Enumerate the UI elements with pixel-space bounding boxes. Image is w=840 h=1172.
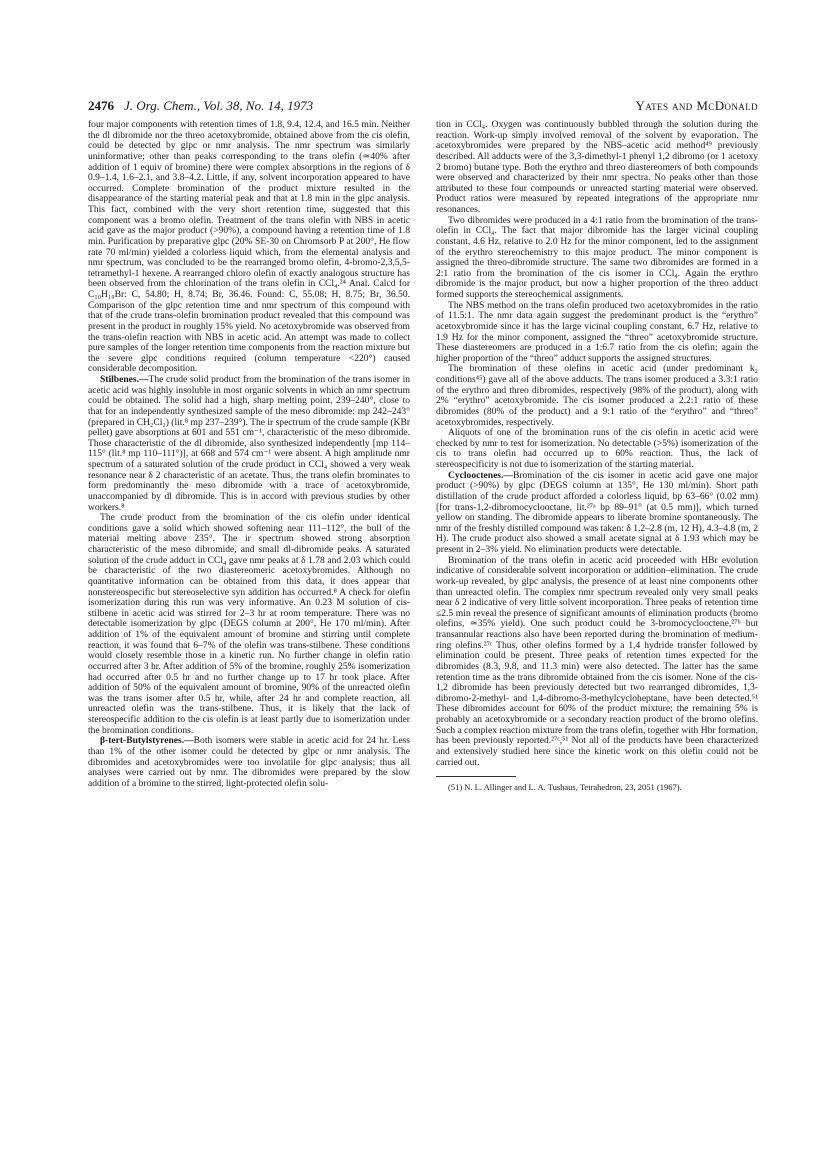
footnote: (51) N. L. Allinger and L. A. Tushaus, Tetrahedron, 23, 2051 (1967).: [448, 782, 682, 793]
paragraph: [436, 120, 758, 216]
paragraph: [88, 375, 410, 513]
paragraph-text: Two dibromides were produced in a 4:1 ratio from the bromination of the trans-olefin in CCl₄. The fact that major dibromide has the larger vicinal coupling constant, 4.6 Hz, relative to 2.0 Hz for the minor component, led to the assignment of the erythro stereochemistry to this major product. The minor component is assigned the threo-dibromide structure. The same two dibromides are formed in a 2:1 ratio from the bromination of the cis isomer in CCl₄. Again the erythro dibromide is the major product, but now a higher proportion of the threo adduct formed supports the stereochemical assignments.: [436, 214, 758, 300]
paragraph: [88, 513, 410, 736]
paragraph-text: four major components with retention times of 1.8, 9.4, 12.4, and 16.5 min. Neither the dl dibromide nor the threo acetoxybromide, obtained above from the cis olefin, could be detected by glpc or nmr analysis. The nmr spectrum was similarly uninformative; other than peaks corresponding to the trans olefin (≃40% after addition of 1 equiv of bromine) there were complex absorptions in the regions of δ 0.9–1.4, 1.6–2.1, and 3.8–4.2. Little, if any, solvent incorporation appeared to have occurred. Complete bromination of the product mixture resulted in the disappearance of the starting material peak and that at 1.8 min in the glpc analysis. This fact, combined with the very short retention time, suggested that this component was a bromo olefin. Treatment of the trans olefin with NBS in acetic acid gave as the major product (>90%), a compound having a retention time of 1.8 min. Purification by preparative glpc (20% SE-30 on Chromsorb P at 200°, He flow rate 70 ml/min) yielded a colorless liquid which, from the elemental analysis and nmr spectrum, was concluded to be the rearranged bromo olefin, 4-bromo-2,3,5,5-tetramethyl-1 hexene. A rearranged chloro olefin of exactly analogous structure has been observed from the chlorination of the trans olefin in CCl₄.²⁴ Anal. Calcd for C₁₀H₁₉Br: C, 54.80; H, 8.74; Br, 36.46. Found: C, 55.08; H, 8.75; Br, 36.50. Comparison of the glpc retention time and nmr spectrum of this compound with that of the crude trans-olefin bromination product revealed that this compound was present in the product in roughly 15% yield. No acetoxybromide was observed from the trans-olefin reaction with NBS in acetic acid. An attempt was made to collect pure samples of the longer retention time components from the reaction mixture but the severe glpc conditions required (column temperature <220°) caused considerable decomposition.: [88, 119, 410, 375]
paragraph-text: Bromination of the cis isomer in acetic acid gave one major product (>90%) by glpc (DEGS column at 135°, He 130 ml/min). Short path distillation of the crude product afforded a colorless liquid, bp 63–66° (0.02 mm) [for trans-1,2-dibromocyclooctane, lit.²⁷ᵃ bp 89–91° (at 0.5 mm)], which turned yellow on standing. The dibromide appears to liberate bromine spontaneously. The nmr of the freshly distilled compound was taken: δ 1.2–2.8 (m, 12 H), 4.3–4.8 (m, 2 H). The crude product also showed a small acetate signal at δ 1.93 which may be present in 2–3% yield. No elimination products were detectable.: [436, 469, 758, 555]
paragraph-text: Bromination of the trans olefin in acetic acid proceeded with HBr evolution indicative of considerable solvent incorporation or addition–elimination. The crude work-up revealed, by glpc analysis, the presence of at least nine components other than unreacted olefin. The complex nmr spectrum revealed only very small peaks near δ 2 indicative of very little solvent incorporation. Three peaks of retention time ≤2.5 min reveal the presence of significant amounts of elimination products (bromo olefins, ≃35% yield). One such product could be 3-bromocyclooctene,²⁷ᵇ but transannular reactions also have been reported during the bromination of medium-ring olefins.²⁷ᶜ Thus, other olefins formed by a 1,4 hydride transfer followed by elimination could be present. Three peaks of retention times expected for the dibromides (8.3, 9.8, and 11.3 min) were also detected. The latter has the same retention time as the trans dibromide obtained from the cis isomer. None of the cis-1,2 dibromide has been previously detected but two rearranged dibromides, 1,3-dibromo-2-methyl- and 1,4-dibromo-3-methylcycloheptane, have been detected.⁵¹ These dibromides account for 60% of the product mixture; the remaining 5% is probably an acetoxybromide or a secondary reaction product of the bromo olefins. Such a complex reaction mixture from the trans olefin, together with Hbr formation, has been previously reported.²⁷ᶜ,⁵¹ Not all of the products have been characterized and extensively studied here since the kinetic work on this olefin could not be carried out.: [436, 554, 758, 768]
paragraph: [88, 120, 410, 375]
paragraph-text: Aliquots of one of the bromination runs of the cis olefin in acetic acid were checked by nmr to test for isomerization. No detectable (>5%) isomerization of the cis to trans olefin had occurred up to 60% reaction. Thus, the lack of stereospecificity is not due to isomerization of the starting material.: [436, 427, 758, 470]
paragraph: [436, 364, 758, 428]
paragraph: [436, 428, 758, 471]
section-heading: β-tert-Butylstyrenes.—: [100, 735, 194, 747]
section-heading: Stilbenes.—: [100, 374, 149, 385]
paragraph: [88, 736, 410, 789]
paragraph-text: Both isomers were stable in acetic acid for 24 hr. Less than 1% of the other isomer could be detected by glpc or nmr analysis. The dibromides and acetoxybromides were too involatile for glpc analysis; thus all analyses were carried out by nmr. The dibromides were prepared by the slow addition of a bromine to the stirred, light-protected olefin solu-: [88, 735, 410, 789]
paragraph-text: The crude solid product from the bromination of the trans isomer in acetic acid was highly insoluble in most organic solvents in which an nmr spectrum could be obtained. The solid had a high, sharp melting point, 239–240°, close to that for an independently synthesized sample of the meso dibromide: mp 242–243° (prepared in CH₂Cl₂) (lit.⁸ mp 237–239°). The ir spectrum of the crude sample (KBr pellet) gave absorptions at 601 and 551 cm⁻¹, characteristic of the meso dibromide. Those characteristic of the dl dibromide, also synthesized independently [mp 114–115° (lit.⁸ mp 110–111°)], at 668 and 574 cm⁻¹ were absent. A high amplitude nmr spectrum of a saturated solution of the crude product in CCl₄ showed a very weak resonance near δ 2 characteristic of an acetate. Thus, the trans olefin brominates to form predominantly the meso dibromide with a trace of acetoxybromide, unaccompanied by dl dibromide. This is in accord with previous studies by other workers.⁸: [88, 374, 410, 513]
paragraph-text: The NBS method on the trans olefin produced two acetoxybromides in the ratio of 11.5:1. The nmr data again suggest the predominant product is the “erythro” acetoxybromide since it has the large vicinal coupling constant, 6.7 Hz, relative to 1.9 Hz for the minor component, assigned the “threo” acetoxybromide structure. These diastereomers are produced in a 1:6.7 ratio from the cis olefin; again the higher proportion of the “threo” adduct supports the assigned structures.: [436, 299, 758, 364]
paragraph: [436, 471, 758, 556]
running-authors: Yates and McDonald: [635, 98, 758, 113]
left-column: [88, 120, 410, 789]
footnote-rule: [436, 776, 516, 777]
paragraph: [436, 216, 758, 301]
journal-citation: J. Org. Chem., Vol. 38, No. 14, 1973: [124, 98, 314, 113]
section-heading: Cyclooctenes.—: [448, 469, 513, 481]
paragraph: [436, 556, 758, 769]
paragraph-text: The crude product from the bromination of the cis olefin under identical conditions gave a solid which showed softening near 111–112°, the bull of the material melting above 235°. The ir spectrum showed strong absorption characteristic of the meso dibromide, and small dl-dibromide peaks. A saturated solution of the crude adduct in CCl₄ gave nmr peaks at δ 1.78 and 2.03 which could be characteristic of the two diastereomeric acetoxybromides. Although no quantitative information can be obtained from this data, it does appear that nonstereospecific but stereoselective syn addition has occurred.⁸ A check for olefin isomerization during this run was very informative. An 0.23 M solution of cis-stilbene in acetic acid was stirred for 2–3 hr at room temperature. There was no detectable isomerization by glpc (DEGS column at 200°, He 170 ml/min). After addition of 1% of the equivalent amount of bromine and stirring until complete reaction, it was found that 6–7% of the olefin was trans-stilbene. These conditions would closely resemble those in a kinetic run. No further change in olefin ratio occurred after 3 hr. After addition of 5% of the bromine, roughly 25% isomerization had occurred after 0.5 hr and no further change up to 17 hr took place. After addition of 50% of the equivalent amount of bromine, 90% of the unreacted olefin was the trans isomer after 0.5 hr, while, after 24 hr and complete reaction, all unreacted olefin was the trans-stilbene. Thus, it is likely that the lack of stereospecific addition to the cis olefin is at least partly due to isomerization under the bromination conditions.: [88, 512, 410, 736]
paragraph-text: tion in CCl₄. Oxygen was continuously bubbled through the solution during the reaction. Work-up simply involved removal of the solvent by evaporation. The acetoxybromides were prepared by the NBS–acetic acid method⁴⁹ previously described. All adducts were of the 3,3-dimethyl-1 phenyl 1,2 dibromo (or 1 acetoxy 2 bromo) butane type. Both the erythro and threo diastereomers of both compounds were observed and characterized by their nmr spectra. No peaks other than those attributed to these four compounds or unreacted starting material were observed. Product ratios were measured by repeated integrations of the appropriate nmr resonances.: [436, 119, 758, 215]
paragraph-text: The bromination of these olefins in acetic acid (under predominant k₂ conditions⁴⁵) gave all of the above adducts. The trans isomer produced a 3.3:1 ratio of the erythro and threo dibromides, respectively (98% of the product), along with 2% “erythro” acetoxybromide. The cis isomer produced a 2.2:1 ratio of these dibromides (80% of the product) and a 9:1 ratio of the “erythro” and “threo” acetoxybromides, respectively.: [436, 363, 758, 428]
page-number: 2476: [88, 98, 114, 113]
paragraph: [436, 301, 758, 365]
running-header: [88, 96, 758, 116]
right-column: [436, 120, 758, 792]
